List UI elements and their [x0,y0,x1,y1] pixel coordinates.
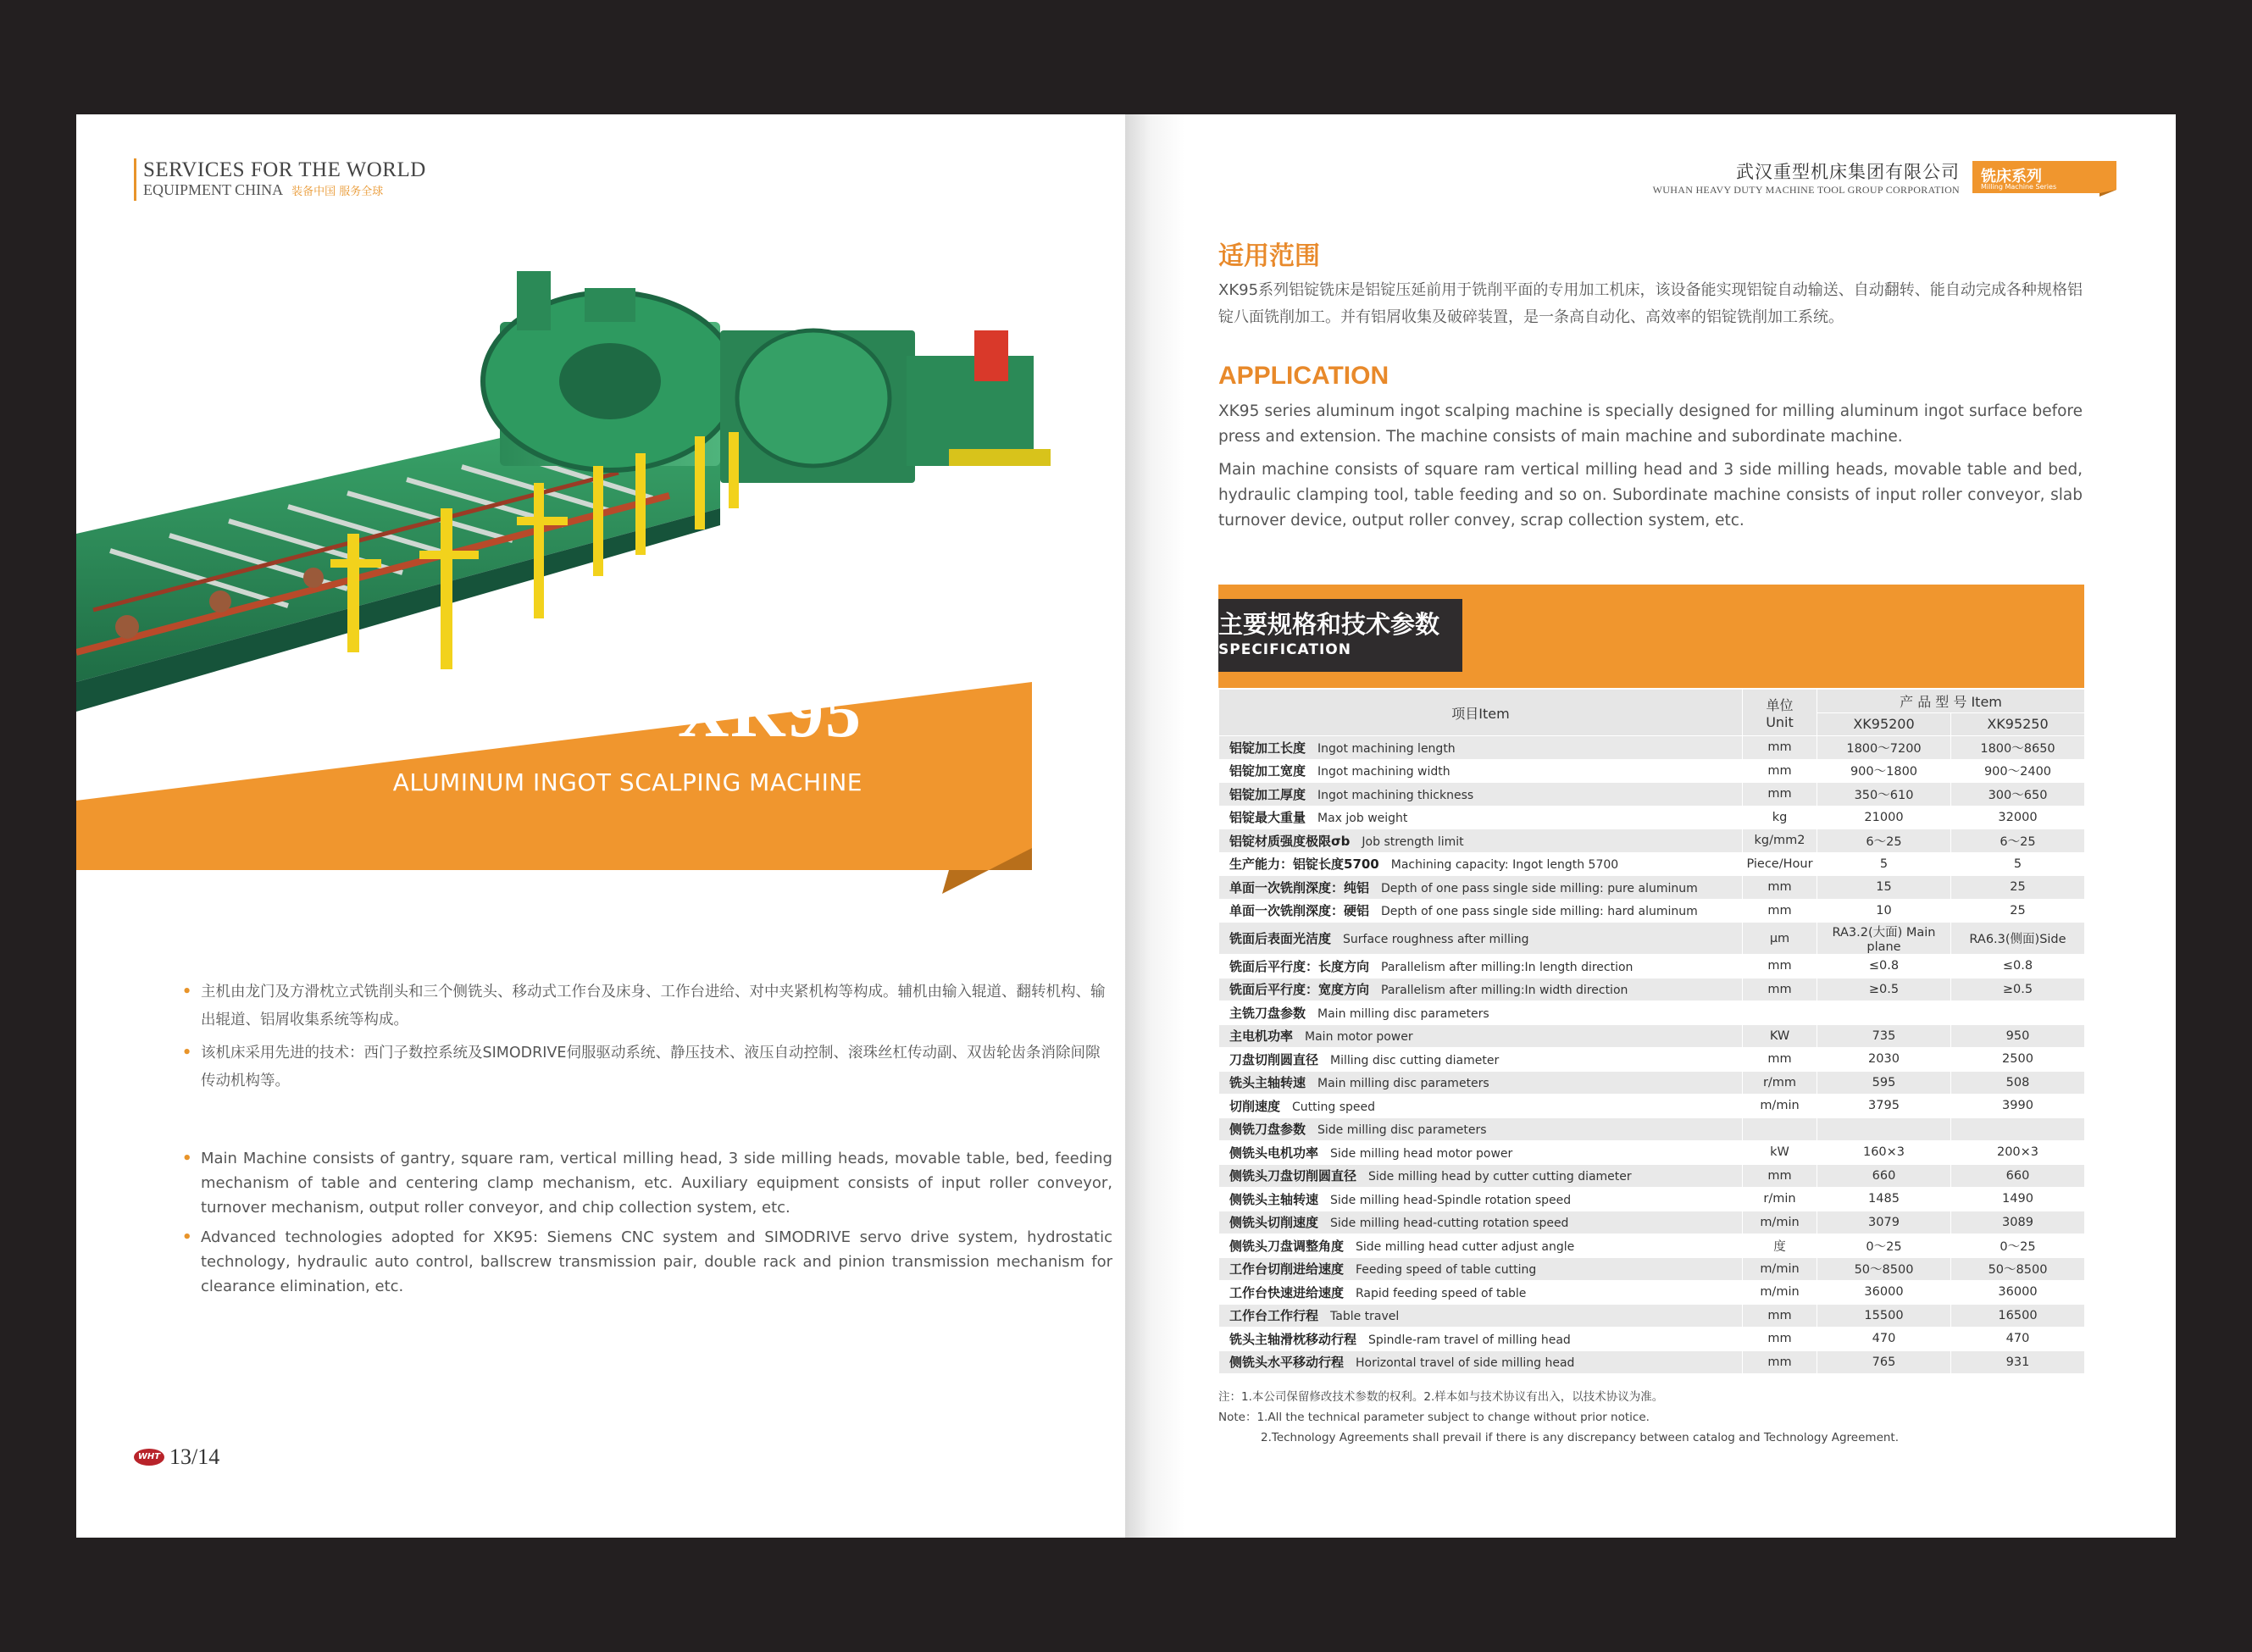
cell-model-a: 1485 [1817,1188,1951,1211]
cell-item [1219,1211,1743,1234]
cell-unit: m/min [1743,1257,1817,1281]
cell-item-en: Parallelism after milling:In length direction [1381,960,1634,974]
cell-item-cn: 工作台切削进给速度 [1229,1261,1345,1278]
cell-model-a: 735 [1817,1024,1951,1048]
cell-model-a: 765 [1817,1350,1951,1374]
cell-item [1219,1257,1743,1281]
table-row [1219,829,2085,853]
cell-item [1219,759,1743,783]
cell-model-b: 300～650 [1951,783,2085,807]
cell-model-b: 5 [1951,852,2085,876]
note-en-2: 2.Technology Agreements shall prevail if there is any discrepancy between catalog and Technology Agreement. [1261,1431,1900,1444]
cell-item [1219,1024,1743,1048]
cell-unit: KW [1743,1024,1817,1048]
cell-model-b: 25 [1951,876,2085,900]
cell-item [1219,1164,1743,1188]
cell-unit: r/mm [1743,1071,1817,1095]
cell-unit [1743,1001,1817,1025]
application-heading: APPLICATION [1218,362,1389,390]
cell-unit: kW [1743,1141,1817,1165]
cell-model-b: 6～25 [1951,829,2085,853]
cell-model-b [1951,1001,2085,1025]
cell-model-b: 1490 [1951,1188,2085,1211]
table-row [1219,1048,2085,1072]
cell-item [1219,1117,1743,1141]
table-row [1219,1117,2085,1141]
series-tab [1972,161,2116,197]
cell-model-b: 470 [1951,1328,2085,1351]
cell-item [1219,1281,1743,1305]
cell-item [1219,1350,1743,1374]
cell-unit: mm [1743,736,1817,760]
hero-title-cn: 铝锭铣床 [720,630,863,669]
cell-model-a: 160×3 [1817,1141,1951,1165]
cell-item-en: Main motor power [1305,1030,1413,1045]
cell-model-b: 3089 [1951,1211,2085,1234]
table-row [1219,1141,2085,1165]
cell-unit: mm [1743,759,1817,783]
cell-item [1219,978,1743,1001]
cell-item [1219,899,1743,923]
hero-subtitle: ALUMINUM INGOT SCALPING MACHINE [392,768,863,796]
cell-unit: mm [1743,1304,1817,1328]
table-row [1219,1001,2085,1025]
header-unit-cn: 单位 [1766,697,1794,713]
cell-model-b: 660 [1951,1164,2085,1188]
table-row [1219,783,2085,807]
cell-model-b [1951,1117,2085,1141]
cell-item-cn: 主铣刀盘参数 [1229,1005,1306,1021]
cell-item [1219,1001,1743,1025]
note-en-1: Note：1.All the technical parameter subject to change without prior notice. [1218,1411,1650,1424]
table-row [1219,1234,2085,1258]
cell-item [1219,829,1743,853]
cell-model-a: 15 [1817,876,1951,900]
cell-unit: mm [1743,1328,1817,1351]
cell-model-b: 931 [1951,1350,2085,1374]
cell-unit: mm [1743,1164,1817,1188]
cell-item-en: Depth of one pass single side milling: hard aluminum [1381,905,1698,919]
table-row [1219,1257,2085,1281]
cell-item [1219,1304,1743,1328]
cell-item [1219,1071,1743,1095]
cell-model-b: 950 [1951,1024,2085,1048]
cell-item-cn: 侧铣头切削速度 [1229,1215,1319,1231]
note-cn: 注：1.本公司保留修改技术参数的权利。2.样本如与技术协议有出入，以技术协议为准。 [1218,1390,1664,1404]
cell-item [1219,783,1743,807]
spec-title-tag [1208,599,1462,672]
cell-model-b: 32000 [1951,806,2085,829]
cell-item-en: Main milling disc parameters [1317,1077,1489,1091]
cell-item-cn: 铝锭加工长度 [1229,740,1306,756]
cell-item-cn: 侧铣刀盘参数 [1229,1122,1306,1138]
cell-unit: m/min [1743,1095,1817,1118]
cell-model-a: 3795 [1817,1095,1951,1118]
spec-table [1218,689,2085,1374]
cell-unit: mm [1743,783,1817,807]
cell-unit: mm [1743,1350,1817,1374]
cell-model-b: 36000 [1951,1281,2085,1305]
cell-model-b: 3990 [1951,1095,2085,1118]
application-text-2: Main machine consists of square ram vertical milling head and 3 side milling heads, movable table and bed, hydraulic clamping tool, table feeding and so on. Subordinate machine consists of input roller conveyor, slab turnover device, output roller convey, scrap collection system, etc. [1218,461,2083,529]
header-unit [1743,690,1817,736]
cell-item-en: Ingot machining thickness [1317,788,1474,802]
cell-item-en: Side milling head-cutting rotation speed [1330,1217,1569,1231]
cell-model-a: 3079 [1817,1211,1951,1234]
cell-model-a: 36000 [1817,1281,1951,1305]
cell-item [1219,1188,1743,1211]
cell-model-a: 470 [1817,1328,1951,1351]
bullet-dot-icon: • [182,1228,192,1246]
brand-slogan-line2 [143,181,426,201]
table-row [1219,876,2085,900]
cell-item-en: Side milling head cutter adjust angle [1356,1239,1575,1254]
corp-name-cn: 武汉重型机床集团有限公司 [1736,162,1960,182]
bullet-en-text: Advanced technologies adopted for XK95: Siemens CNC system and SIMODRIVE servo drive system, hydrostatic technology, hydraulic auto control, ballscrew transmission pair, double rack and pinion transmission mechanism for clearance elimination, etc. [201,1228,1112,1295]
table-row [1219,1188,2085,1211]
cell-model-b: 2500 [1951,1048,2085,1072]
table-row [1219,1095,2085,1118]
cell-model-b: ≥0.5 [1951,978,2085,1001]
cell-model-a: 50～8500 [1817,1257,1951,1281]
cell-unit: mm [1743,1048,1817,1072]
cell-model-a: 5 [1817,852,1951,876]
cell-model-b: 25 [1951,899,2085,923]
table-row [1219,806,2085,829]
cell-unit: mm [1743,876,1817,900]
cell-item-cn: 铝锭加工厚度 [1229,786,1306,802]
cell-item-cn: 刀盘切削圆直径 [1229,1051,1319,1067]
cell-item-en: Side milling head motor power [1330,1146,1513,1161]
cell-item-en: Rapid feeding speed of table [1356,1286,1527,1300]
cell-unit [1743,1117,1817,1141]
cell-model-a: 15500 [1817,1304,1951,1328]
cell-item-cn: 侧铣头水平移动行程 [1229,1355,1345,1371]
cell-item [1219,736,1743,760]
cell-item-cn: 侧铣头主轴转速 [1229,1191,1319,1207]
header-item: 项目Item [1219,690,1743,736]
cell-model-a: RA3.2(大面) Main plane [1817,923,1951,955]
cell-unit: kg [1743,806,1817,829]
table-row [1219,1211,2085,1234]
cell-item [1219,1048,1743,1072]
bullet-cn-text: 主机由龙门及方滑枕立式铣削头和三个侧铣头、移动式工作台及床身、工作台进给、对中夹紧机构等构成。辅机由输入辊道、翻转机构、输出辊道、铝屑收集系统等构成。 [201,984,1106,1028]
cell-item-cn: 侧铣头刀盘调整角度 [1229,1238,1345,1254]
cell-model-b: 900～2400 [1951,759,2085,783]
cell-item-en: Ingot machining length [1317,741,1456,756]
cell-model-a: 660 [1817,1164,1951,1188]
series-tab-cn: 铣床系列 [1981,168,2042,186]
bullet-cn-item [182,1039,1112,1095]
header-model-b: XK95250 [1951,712,2085,736]
cell-item-en: Feeding speed of table cutting [1356,1263,1537,1278]
table-row [1219,759,2085,783]
page-number: 13/14 [169,1444,220,1469]
cell-unit: m/min [1743,1211,1817,1234]
bullet-dot-icon: • [182,1150,192,1167]
cell-unit: Piece/Hour [1743,852,1817,876]
cell-item [1219,955,1743,978]
cell-model-a: 350～610 [1817,783,1951,807]
cell-item [1219,1095,1743,1118]
cell-item-cn: 铣面后表面光洁度 [1229,931,1332,946]
bullet-cn-item [182,978,1112,1034]
cell-model-b: 1800～8650 [1951,736,2085,760]
cell-item [1219,876,1743,900]
cell-model-a: ≤0.8 [1817,955,1951,978]
cell-item-en: Milling disc cutting diameter [1330,1053,1500,1067]
table-row [1219,899,2085,923]
spec-title-cn: 主要规格和技术参数 [1218,610,1440,639]
brand-slogan-cn: 装备中国 服务全球 [291,186,384,198]
cell-model-a: 2030 [1817,1048,1951,1072]
cell-item-cn: 生产能力：铝锭长度5700 [1229,856,1379,873]
header-model: 产 品 型 号 Item [1817,690,2085,713]
cell-item-cn: 工作台快速进给速度 [1229,1284,1345,1300]
scope-text: XK95系列铝锭铣床是铝锭压延前用于铣削平面的专用加工机床，该设备能实现铝锭自动输送、自动翻转、能自动完成各种规格铝锭八面铣削加工。并有铝屑收集及破碎装置，是一条高自动化、高效率的铝锭铣削加工系统。 [1218,281,2083,326]
application-text-1: XK95 series aluminum ingot scalping machine is specially designed for milling aluminum ingot surface before press and extension. The machine consists of main machine and subordinate machine. [1218,402,2083,446]
cell-unit: kg/mm2 [1743,829,1817,853]
notes [1218,1387,1899,1448]
right-page [1125,114,2176,1538]
spec-table-body [1219,736,2085,1374]
bullet-dot-icon: • [182,1045,192,1062]
cell-item [1219,852,1743,876]
cell-item-cn: 铣面后平行度：长度方向 [1229,958,1370,974]
cell-item-en: Max job weight [1317,812,1408,826]
corp-name-en: WUHAN HEAVY DUTY MACHINE TOOL GROUP CORPORATION [1652,184,1960,196]
series-tab-en: Milling Machine Series [1981,183,2057,191]
bullets-cn [182,978,1112,1100]
table-row [1219,1281,2085,1305]
cell-item-en: Job strength limit [1362,834,1464,849]
brand-block [134,158,426,201]
bullets-en [182,1146,1112,1304]
cell-item-en: Side milling disc parameters [1317,1123,1487,1138]
brand-slogan-line1: SERVICES FOR THE WORLD [143,158,426,181]
cell-item [1219,1328,1743,1351]
cell-model-b: RA6.3(侧面)Side [1951,923,2085,955]
cell-item [1219,923,1743,955]
scope-heading: 适用范围 [1218,241,1320,271]
cell-unit: μm [1743,923,1817,955]
table-row [1219,955,2085,978]
cell-item-en: Depth of one pass single side milling: pure aluminum [1381,881,1698,895]
cell-unit: mm [1743,955,1817,978]
spec-title-en: SPECIFICATION [1218,641,1351,658]
cell-unit: 度 [1743,1234,1817,1258]
cell-unit: m/min [1743,1281,1817,1305]
bullet-en-item [182,1225,1112,1299]
cell-item-en: Main milling disc parameters [1317,1006,1489,1021]
table-row [1219,978,2085,1001]
cell-model-b: 0～25 [1951,1234,2085,1258]
cell-item-en: Cutting speed [1292,1100,1376,1114]
cell-item-cn: 侧铣头刀盘切削圆直径 [1229,1168,1357,1184]
cell-item-en: Machining capacity: Ingot length 5700 [1390,858,1619,873]
cell-model-b: 200×3 [1951,1141,2085,1165]
table-row [1219,1071,2085,1095]
cell-item-cn: 单面一次铣削深度：纯铝 [1229,879,1370,895]
table-row [1219,1328,2085,1351]
bullet-cn-text: 该机床采用先进的技术：西门子数控系统及SIMODRIVE伺服驱动系统、静压技术、液压自动控制、滚珠丝杠传动副、双齿轮齿条消除间隙传动机构等。 [201,1045,1101,1089]
bullet-en-item [182,1146,1112,1220]
cell-item-cn: 主电机功率 [1229,1028,1294,1045]
cell-model-a: 900～1800 [1817,759,1951,783]
cell-item-cn: 铝锭材质强度极限σb [1229,833,1351,849]
cell-model-b: 508 [1951,1071,2085,1095]
cell-item-cn: 铣面后平行度：宽度方向 [1229,982,1370,998]
cell-model-b: 50～8500 [1951,1257,2085,1281]
cell-item-en: Ingot machining width [1317,765,1450,779]
cell-unit: r/min [1743,1188,1817,1211]
header-unit-en: Unit [1766,714,1794,730]
cell-item-en: Parallelism after milling:In width direction [1381,984,1628,998]
cell-model-a [1817,1001,1951,1025]
hero-title: XK95 [678,674,863,752]
cell-item [1219,1234,1743,1258]
cell-model-b: 16500 [1951,1304,2085,1328]
table-row [1219,1164,2085,1188]
cell-unit: mm [1743,978,1817,1001]
cell-model-b: ≤0.8 [1951,955,2085,978]
cell-item-cn: 铝锭最大重量 [1229,810,1306,826]
cell-item-cn: 切削速度 [1229,1098,1281,1114]
cell-item-en: Table travel [1330,1310,1400,1324]
cell-item-cn: 工作台工作行程 [1229,1308,1319,1324]
cell-item [1219,1141,1743,1165]
cell-item [1219,806,1743,829]
table-row [1219,736,2085,760]
header-model-a: XK95200 [1817,712,1951,736]
cell-item-cn: 单面一次铣削深度：硬铝 [1229,903,1370,919]
table-row [1219,1024,2085,1048]
cell-item-cn: 铣头主轴滑枕移动行程 [1229,1331,1357,1347]
cell-model-a: ≥0.5 [1817,978,1951,1001]
cell-item-cn: 铣头主轴转速 [1229,1075,1306,1091]
bullet-en-text: Main Machine consists of gantry, square ram, vertical milling head, 3 side milling heads, movable table, bed, feeding mechanism of table and centering clamp mechanism, etc. Auxiliary equipment consists of input roller conveyor, turnover mechanism, output roller conveyor, and chip collection system, etc. [201,1150,1112,1217]
cell-model-a: 0～25 [1817,1234,1951,1258]
brand-slogan-line2-text: EQUIPMENT CHINA [143,181,284,198]
cell-item-en: Side milling head-Spindle rotation speed [1330,1193,1572,1207]
cell-item-en: Surface roughness after milling [1343,933,1529,946]
cell-item-cn: 铝锭加工宽度 [1229,763,1306,779]
left-page [76,114,1125,1538]
table-row [1219,852,2085,876]
table-row [1219,1304,2085,1328]
company-logo-icon: WHT [134,1449,164,1466]
cell-unit: mm [1743,899,1817,923]
table-row [1219,1350,2085,1374]
cell-model-a [1817,1117,1951,1141]
cell-model-a: 595 [1817,1071,1951,1095]
table-row [1219,923,2085,955]
hero-orange-band [76,682,1032,953]
bullet-dot-icon: • [182,984,192,1001]
cell-item-en: Horizontal travel of side milling head [1356,1356,1575,1371]
cell-model-a: 10 [1817,899,1951,923]
cell-item-en: Spindle-ram travel of milling head [1368,1333,1571,1347]
page-footer [134,1444,219,1470]
cell-item-en: Side milling head by cutter cutting diameter [1368,1170,1632,1184]
cell-model-a: 6～25 [1817,829,1951,853]
cell-model-a: 1800～7200 [1817,736,1951,760]
cell-item-cn: 侧铣头电机功率 [1229,1145,1319,1161]
cell-model-a: 21000 [1817,806,1951,829]
